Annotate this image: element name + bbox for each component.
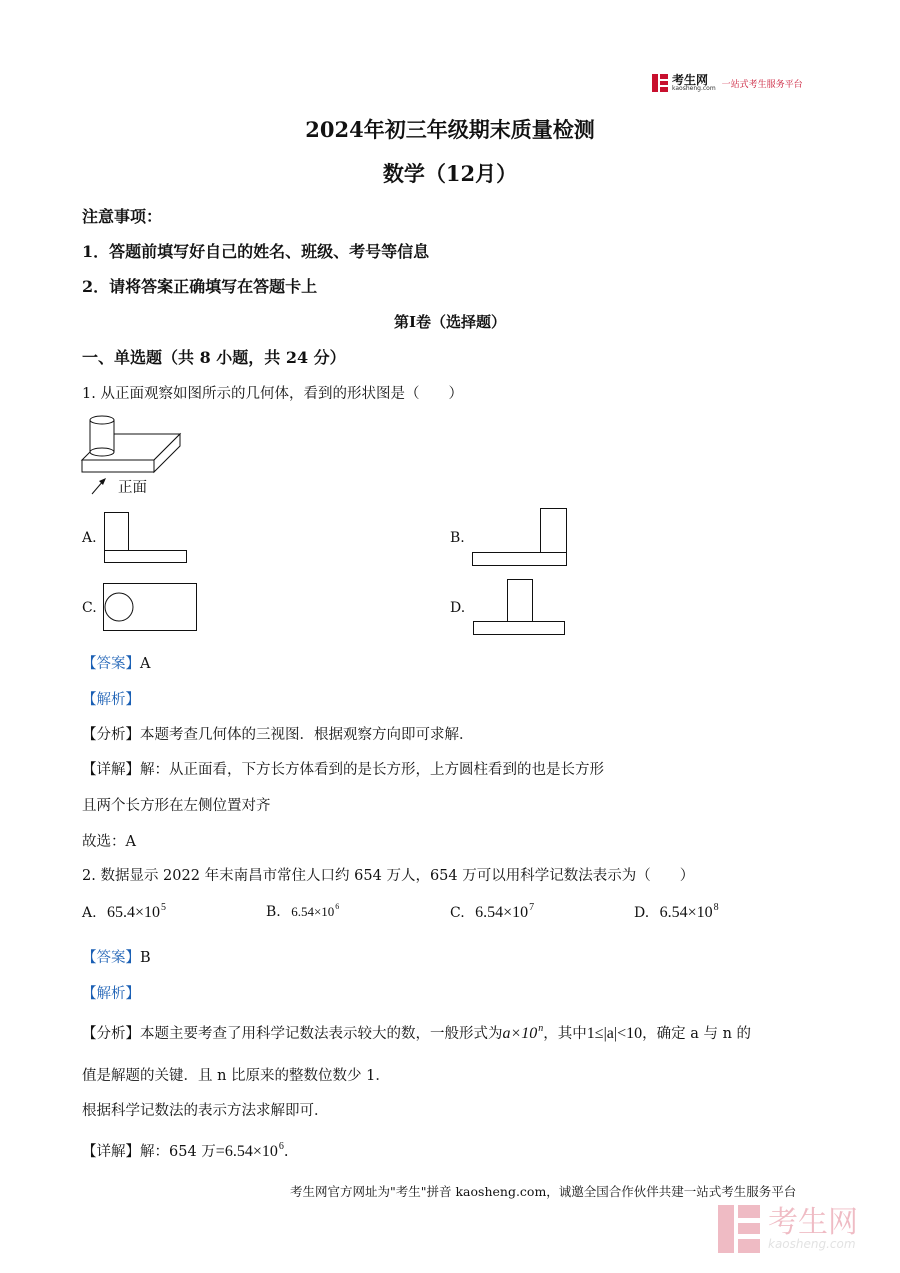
q2-fenxi-range: 1≤|a|<10 (586, 1025, 643, 1042)
q2-detail-formula: =6.54×10 (215, 1143, 278, 1160)
q2-detail-tag: 【详解】 (82, 1144, 140, 1160)
notice-item-1: 1．答题前填写好自己的姓名、班级、考号等信息 (82, 242, 430, 261)
q2-option-b-label: B. (266, 904, 281, 920)
watermark (718, 1205, 858, 1253)
q2-fenxi-line2: 值是解题的关键．且 n 比原来的整数位数少 1． (82, 1068, 390, 1084)
q2-detail-end: . (283, 1144, 289, 1160)
q2-option-b (266, 904, 339, 920)
cylinder-bottom (90, 448, 114, 456)
logo-domain: kaosheng.com (672, 85, 716, 92)
notice-heading: 注意事项： (82, 207, 163, 226)
q2-answer-value: B (140, 950, 151, 966)
q2-option-c-exp: 7 (529, 902, 535, 913)
logo-name: 考生网 (672, 73, 709, 87)
q2-option-b-base: 6.54×10 (291, 904, 335, 919)
q2-detail (82, 1140, 288, 1161)
q1-analysis-tag: 【解析】 (82, 692, 140, 708)
watermark-name: 考生网 (768, 1205, 858, 1240)
logo-icon (652, 74, 668, 92)
header-slogan: 一站式考生服务平台 (721, 79, 803, 90)
q1-option-c-figure (103, 583, 199, 633)
q2-option-a-label: A. (82, 905, 97, 921)
q1-conclusion: 故选：A (82, 834, 136, 850)
q2-fenxi-b: ，其中 (543, 1026, 587, 1042)
q2-detail-exp: 6 (278, 1141, 284, 1152)
q2-analysis-tag: 【解析】 (82, 986, 140, 1002)
q2-fenxi-formula-exp: n (538, 1023, 544, 1034)
q2-stem: 2. 数据显示 2022 年末南昌市常住人口约 654 万人，654 万可以用科学记数法表示为（ ） (82, 868, 695, 884)
watermark-domain: kaosheng.com (768, 1237, 856, 1251)
q2-fenxi-line3: 根据科学记数法的表示方法求解即可． (82, 1103, 329, 1119)
page-footer: 考生网官方网址为"考生"拼音 kaosheng.com，诚邀全国合作伙伴共建一站式考生服务平台 (290, 1184, 797, 1199)
q1-option-c-label: C. (82, 600, 97, 616)
q2-option-d-label: D. (634, 905, 650, 921)
slab-front-face (82, 460, 154, 472)
notice-item-2: 2．请将答案正确填写在答题卡上 (82, 277, 318, 296)
q1-answer-value: A (140, 656, 151, 672)
q1-fenxi-tag: 【分析】 (82, 727, 140, 743)
q1-answer (82, 652, 150, 673)
q1-fenxi-text: 本题考查几何体的三视图．根据观察方向即可求解． (140, 727, 474, 743)
q1-option-a-label: A. (82, 530, 97, 546)
q2-option-d (634, 904, 719, 922)
watermark-logo-icon (718, 1205, 760, 1253)
q1-detail-text: 解：从正面看，下方长方体看到的是长方形，上方圆柱看到的也是长方形 (140, 762, 604, 778)
q1-option-d-label: D. (450, 600, 466, 616)
q2-option-a-exp: 5 (161, 902, 167, 913)
section-title: 一、单选题（共 8 小题，共 24 分） (82, 348, 346, 367)
q1-option-a-figure (104, 512, 189, 564)
q2-detail-text: 解：654 万 (140, 1144, 216, 1160)
q1-answer-tag: 【答案】 (82, 656, 140, 672)
q1-fenxi (82, 723, 474, 744)
front-label: 正面 (118, 480, 147, 496)
cylinder-top (90, 416, 114, 424)
q2-answer-tag: 【答案】 (82, 950, 140, 966)
q1-option-b-label: B. (450, 530, 465, 546)
q2-option-a (82, 904, 166, 922)
volume-title: 第Ⅰ卷（选择题） (393, 313, 507, 331)
page-subtitle: 数学（12月） (382, 161, 518, 186)
q2-fenxi-formula: a×10 (502, 1025, 538, 1042)
q1-option-d-figure (473, 579, 567, 637)
q2-answer (82, 946, 151, 967)
q1-option-b-figure (472, 508, 568, 568)
q2-option-b-exp: 6 (335, 902, 340, 911)
q2-fenxi-tag: 【分析】 (82, 1026, 140, 1042)
q1-detail-tag: 【详解】 (82, 762, 140, 778)
q1-detail-line2: 且两个长方形在左侧位置对齐 (82, 798, 271, 814)
q2-option-d-exp: 8 (713, 902, 719, 913)
page-title: 2024年初三年级期末质量检测 (305, 117, 595, 142)
q1-stem: 1. 从正面观察如图所示的几何体，看到的形状图是（ ） (82, 386, 463, 402)
q2-fenxi (82, 1022, 751, 1043)
header-logo (652, 72, 803, 94)
q2-option-d-base: 6.54×10 (659, 904, 713, 921)
q1-detail (82, 758, 604, 779)
q2-option-c-base: 6.54×10 (475, 904, 529, 921)
q2-fenxi-c: ，确定 a 与 n 的 (642, 1026, 752, 1042)
q2-option-a-base: 65.4×10 (107, 904, 161, 921)
q2-option-c (450, 904, 534, 922)
q2-fenxi-a: 本题主要考查了用科学记数法表示较大的数，一般形式为 (140, 1026, 503, 1042)
q2-option-c-label: C. (450, 905, 465, 921)
cylinder-body (90, 420, 114, 452)
